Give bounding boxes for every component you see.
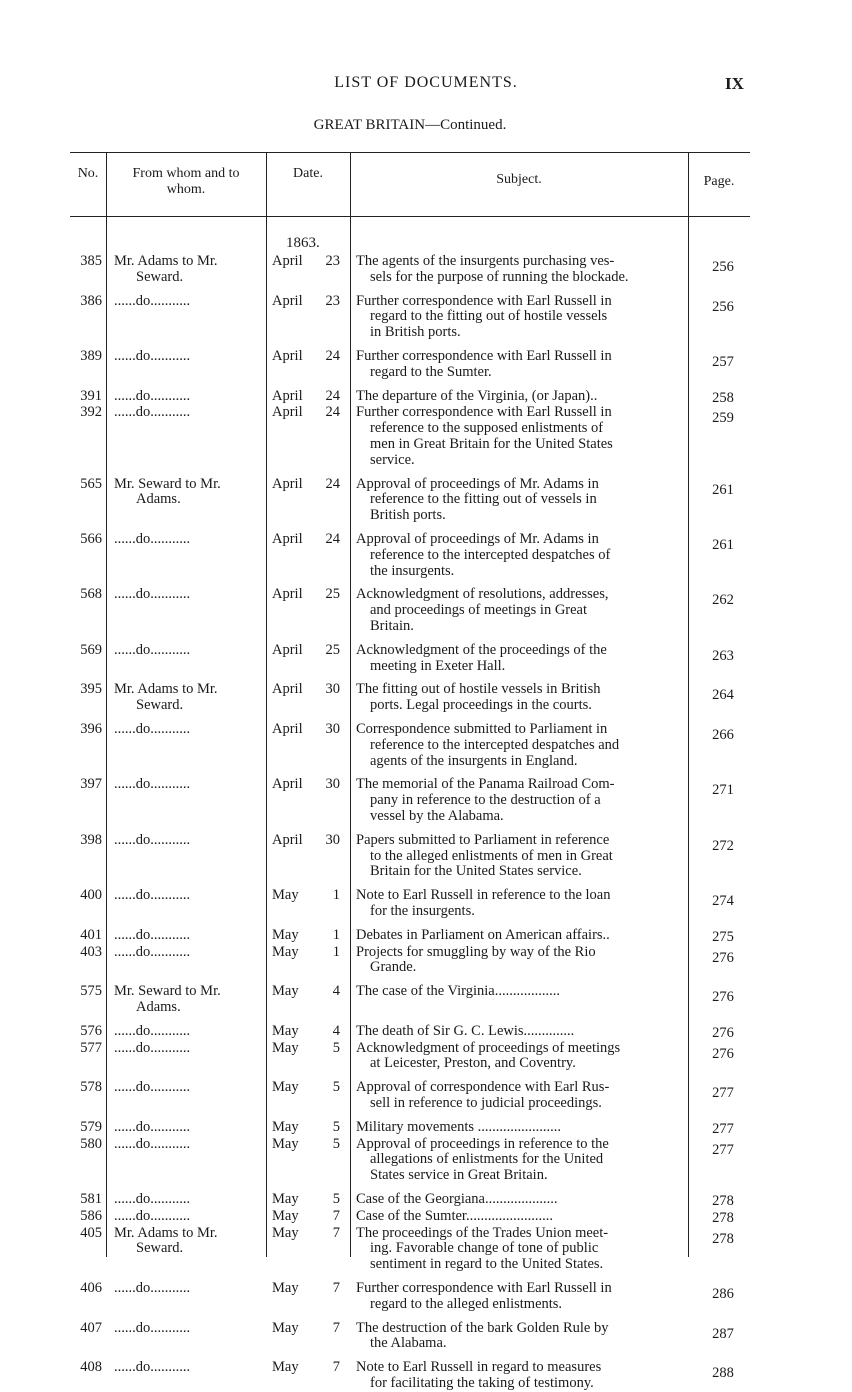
from-whom <box>114 1360 264 1376</box>
from-whom <box>114 777 264 793</box>
date-day: 23 <box>325 253 340 269</box>
from-whom-line: ......do........... <box>114 887 191 904</box>
subject <box>356 1041 676 1073</box>
subject-line: men in Great Britain for the United States <box>370 435 613 452</box>
page-ref: 277 <box>712 1141 734 1158</box>
from-whom-line: ......do........... <box>114 641 191 658</box>
from-whom <box>114 945 264 961</box>
page-ref: 276 <box>712 1024 734 1041</box>
subject-line: meeting in Exeter Hall. <box>370 657 506 674</box>
from-whom <box>114 1080 264 1096</box>
subject <box>356 984 676 1000</box>
col-divider-2 <box>266 152 267 1257</box>
from-whom-line: ......do........... <box>114 721 191 737</box>
date-day: 5 <box>332 1118 340 1135</box>
subject-line: Projects for smuggling by way of the Rio <box>356 943 596 960</box>
col-header-date: Date. <box>293 166 323 181</box>
page-ref: 263 <box>712 647 734 664</box>
from-whom <box>114 1321 264 1337</box>
from-whom-line: ......do........... <box>114 943 191 960</box>
date-month: May <box>272 1079 299 1096</box>
date-month: May <box>272 1207 299 1224</box>
subject-line: reference to the intercepted despatches and <box>370 736 620 753</box>
from-whom-line: ......do........... <box>114 1039 191 1056</box>
subject <box>356 294 676 341</box>
from-whom-line: ......do........... <box>114 1022 191 1039</box>
from-whom-line: ......do........... <box>114 292 191 309</box>
from-whom <box>114 888 264 904</box>
subject-line: reference to the fitting out of vessels in <box>370 491 597 508</box>
col-header-from <box>106 166 266 198</box>
subject-line: The proceedings of the Trades Union meet- <box>356 1224 609 1241</box>
date-day: 7 <box>332 1280 340 1296</box>
page-number: IX <box>725 74 744 93</box>
subject-line: in British ports. <box>370 324 461 341</box>
subject-line: Further correspondence with Earl Russell in <box>356 348 612 364</box>
date-month: May <box>272 943 299 960</box>
subject-line: to the alleged enlistments of men in Great <box>370 847 613 864</box>
col-header-from-line1: From whom and to <box>132 166 240 181</box>
subject-line: Acknowledgment of the proceedings of the <box>356 641 607 658</box>
date-day: 30 <box>325 721 340 737</box>
from-whom-line: ......do........... <box>114 348 191 364</box>
from-whom <box>114 1192 264 1208</box>
date-month: April <box>272 531 303 547</box>
subject-line: reference to the intercepted despatches of <box>370 546 611 563</box>
from-whom-line: ......do........... <box>114 586 191 603</box>
doc-number: 389 <box>80 348 102 364</box>
subject-line: the Alabama. <box>370 1335 447 1352</box>
doc-number: 577 <box>80 1039 102 1056</box>
subject <box>356 722 676 769</box>
from-whom <box>114 1041 264 1057</box>
from-whom <box>114 1024 264 1040</box>
page-ref: 258 <box>712 389 734 406</box>
from-whom <box>114 1209 264 1225</box>
section-title: GREAT BRITAIN—Continued. <box>313 117 507 133</box>
date-day: 4 <box>332 1022 340 1039</box>
from-whom-line: ......do........... <box>114 776 191 793</box>
page-ref: 257 <box>712 354 734 370</box>
doc-number: 581 <box>80 1191 102 1207</box>
subject-line: Military movements ....................... <box>356 1118 561 1135</box>
page-ref: 272 <box>712 837 734 854</box>
from-whom-line: ......do........... <box>114 387 191 404</box>
from-whom-line: Seward. <box>136 697 184 714</box>
page-ref: 288 <box>712 1365 734 1382</box>
date-day: 4 <box>332 983 340 1000</box>
subject <box>356 587 676 634</box>
date-day: 5 <box>332 1039 340 1056</box>
page-ref: 256 <box>712 298 734 315</box>
date-month: May <box>272 1135 299 1152</box>
subject-line: sels for the purpose of running the blockade. <box>370 268 629 285</box>
date-day: 24 <box>325 387 340 404</box>
doc-number: 400 <box>80 887 102 904</box>
doc-number: 568 <box>80 586 102 603</box>
page-ref: 274 <box>712 893 734 910</box>
date-day: 30 <box>325 681 340 698</box>
date-month: May <box>272 1319 299 1336</box>
subject-line: Britain for the United States service. <box>370 863 582 880</box>
date-day: 24 <box>325 475 340 492</box>
subject-line: vessel by the Alabama. <box>370 807 504 824</box>
subject-line: British ports. <box>370 507 446 524</box>
subject-line: Further correspondence with Earl Russell in <box>356 404 612 421</box>
date-day: 5 <box>332 1191 340 1207</box>
doc-number: 407 <box>80 1319 102 1336</box>
subject <box>356 532 676 579</box>
date-month: April <box>272 776 303 793</box>
subject-line: The departure of the Virginia, (or Japan).. <box>356 387 598 404</box>
doc-number: 391 <box>80 387 102 404</box>
from-whom-line: Mr. Seward to Mr. <box>114 475 221 492</box>
page-ref: 287 <box>712 1325 734 1342</box>
from-whom <box>114 349 264 365</box>
page-ref: 277 <box>712 1085 734 1102</box>
subject <box>356 477 676 524</box>
from-whom <box>114 643 264 659</box>
subject <box>356 928 676 944</box>
subject <box>356 682 676 714</box>
from-whom-line: Seward. <box>136 268 184 285</box>
subject <box>356 405 676 468</box>
date-day: 30 <box>325 776 340 793</box>
subject-line: The memorial of the Panama Railroad Com- <box>356 776 615 793</box>
from-whom <box>114 254 264 286</box>
doc-number: 575 <box>80 983 102 1000</box>
doc-number: 576 <box>80 1022 102 1039</box>
date-day: 5 <box>332 1079 340 1096</box>
subject-line: Further correspondence with Earl Russell in <box>356 292 612 309</box>
doc-number: 392 <box>80 404 102 421</box>
from-whom <box>114 1120 264 1136</box>
page-ref: 262 <box>712 592 734 609</box>
date-day: 24 <box>325 531 340 547</box>
page-ref: 266 <box>712 727 734 743</box>
date-month: April <box>272 348 303 364</box>
page-ref: 275 <box>712 928 734 945</box>
subject-line: The destruction of the bark Golden Rule by <box>356 1319 609 1336</box>
subject-line: Acknowledgment of proceedings of meetings <box>356 1039 621 1056</box>
date-month: May <box>272 1039 299 1056</box>
page-ref: 278 <box>712 1193 734 1209</box>
subject <box>356 389 676 405</box>
subject <box>356 1281 676 1313</box>
doc-number: 396 <box>80 721 102 737</box>
page-ref: 276 <box>712 1045 734 1062</box>
from-whom-line: ......do........... <box>114 1280 191 1296</box>
col-divider-4 <box>688 152 689 1257</box>
date-month: April <box>272 253 303 269</box>
from-whom <box>114 928 264 944</box>
page-ref: 259 <box>712 410 734 427</box>
subject <box>356 833 676 880</box>
subject-line: Note to Earl Russell in reference to the loan <box>356 887 611 904</box>
from-whom-line: Adams. <box>136 491 181 508</box>
subject <box>356 1080 676 1112</box>
date-month: April <box>272 681 303 698</box>
date-month: May <box>272 1191 299 1207</box>
subject-line: allegations of enlistments for the United <box>370 1151 604 1168</box>
header-bottom-rule <box>70 216 750 217</box>
doc-number: 586 <box>80 1207 102 1224</box>
subject-line: Papers submitted to Parliament in reference <box>356 831 610 848</box>
page-ref: 286 <box>712 1286 734 1302</box>
subject-line: The agents of the insurgents purchasing ves- <box>356 253 615 269</box>
subject <box>356 1209 676 1225</box>
date-day: 1 <box>332 926 340 943</box>
date-month: April <box>272 292 303 309</box>
page-ref: 271 <box>712 782 734 799</box>
subject-line: Approval of proceedings of Mr. Adams in <box>356 531 599 547</box>
date-day: 1 <box>332 887 340 904</box>
date-month: April <box>272 641 303 658</box>
subject-line: Grande. <box>370 959 417 976</box>
subject-line: sentiment in regard to the United States. <box>370 1256 604 1273</box>
page-ref: 261 <box>712 537 734 553</box>
date-month: May <box>272 1280 299 1296</box>
subject-line: agents of the insurgents in England. <box>370 752 578 769</box>
year-label: 1863. <box>286 235 320 251</box>
page-ref: 277 <box>712 1120 734 1137</box>
date-day: 7 <box>332 1319 340 1336</box>
from-whom <box>114 722 264 738</box>
from-whom-line: ......do........... <box>114 1207 191 1224</box>
subject <box>356 1024 676 1040</box>
page-ref: 256 <box>712 259 734 275</box>
from-whom <box>114 1137 264 1153</box>
date-day: 7 <box>332 1224 340 1241</box>
date-day: 24 <box>325 348 340 364</box>
subject <box>356 1120 676 1136</box>
date-month: April <box>272 387 303 404</box>
page-ref: 261 <box>712 481 734 498</box>
col-divider-1 <box>106 152 107 1257</box>
subject <box>356 1226 676 1273</box>
from-whom-line: Seward. <box>136 1240 184 1257</box>
date-month: May <box>272 983 299 1000</box>
subject-line: regard to the fitting out of hostile vessels <box>370 308 608 325</box>
from-whom <box>114 587 264 603</box>
from-whom <box>114 984 264 1016</box>
subject-line: Acknowledgment of resolutions, addresses, <box>356 586 609 603</box>
subject-line: at Leicester, Preston, and Coventry. <box>370 1055 576 1072</box>
from-whom-line: ......do........... <box>114 1079 191 1096</box>
date-month: April <box>272 831 303 848</box>
subject-line: ports. Legal proceedings in the courts. <box>370 697 592 714</box>
subject-line: service. <box>370 451 415 468</box>
from-whom-line: ......do........... <box>114 831 191 848</box>
col-header-subject: Subject. <box>496 172 542 187</box>
subject <box>356 945 676 977</box>
subject-line: The death of Sir G. C. Lewis.............. <box>356 1022 575 1039</box>
subject <box>356 643 676 675</box>
subject-line: Case of the Sumter........................ <box>356 1207 553 1224</box>
subject-line: States service in Great Britain. <box>370 1167 548 1184</box>
subject-line: ing. Favorable change of tone of public <box>370 1240 599 1257</box>
from-whom-line: ......do........... <box>114 1319 191 1336</box>
documents-table <box>70 152 750 1391</box>
from-whom-line: ......do........... <box>114 531 191 547</box>
date-day: 25 <box>325 641 340 658</box>
from-whom <box>114 682 264 714</box>
from-whom <box>114 477 264 509</box>
doc-number: 566 <box>80 531 102 547</box>
date-month: April <box>272 586 303 603</box>
from-whom <box>114 389 264 405</box>
doc-number: 386 <box>80 292 102 309</box>
subject-line: reference to the supposed enlistments of <box>370 420 604 437</box>
subject-line: for the insurgents. <box>370 902 475 919</box>
subject-line: The fitting out of hostile vessels in British <box>356 681 601 698</box>
doc-number: 569 <box>80 641 102 658</box>
subject-line: sell in reference to judicial proceedings. <box>370 1094 602 1111</box>
col-divider-3 <box>350 152 351 1257</box>
subject-line: pany in reference to the destruction of a <box>370 792 601 809</box>
subject-line: Correspondence submitted to Parliament in <box>356 721 608 737</box>
subject-line: Debates in Parliament on American affairs.. <box>356 926 610 943</box>
doc-number: 406 <box>80 1280 102 1296</box>
doc-number: 398 <box>80 831 102 848</box>
from-whom-line: ......do........... <box>114 404 191 421</box>
from-whom <box>114 1281 264 1297</box>
date-day: 25 <box>325 586 340 603</box>
subject-line: The case of the Virginia.................. <box>356 983 560 1000</box>
col-header-no: No. <box>77 166 99 181</box>
from-whom-line: ......do........... <box>114 1359 191 1376</box>
date-day: 7 <box>332 1207 340 1224</box>
from-whom-line: Mr. Adams to Mr. <box>114 1224 218 1241</box>
from-whom <box>114 1226 264 1258</box>
from-whom-line: ......do........... <box>114 1191 191 1207</box>
subject <box>356 349 676 381</box>
from-whom <box>114 405 264 421</box>
subject-line: for facilitating the taking of testimony. <box>370 1374 594 1391</box>
subject-line: Case of the Georgiana.................... <box>356 1191 558 1207</box>
page-ref: 276 <box>712 949 734 966</box>
from-whom-line: Mr. Adams to Mr. <box>114 681 218 698</box>
date-day: 30 <box>325 831 340 848</box>
table-top-rule <box>70 152 750 153</box>
doc-number: 395 <box>80 681 102 698</box>
date-month: May <box>272 1224 299 1241</box>
doc-number: 405 <box>80 1224 102 1241</box>
page-ref: 278 <box>712 1209 734 1226</box>
date-day: 7 <box>332 1359 340 1376</box>
subject-line: Further correspondence with Earl Russell in <box>356 1280 612 1296</box>
subject-line: the insurgents. <box>370 562 455 579</box>
subject <box>356 1192 676 1208</box>
subject-line: and proceedings of meetings in Great <box>370 602 588 619</box>
doc-number: 403 <box>80 943 102 960</box>
doc-number: 385 <box>80 253 102 269</box>
subject-line: Approval of correspondence with Earl Rus- <box>356 1079 610 1096</box>
date-day: 1 <box>332 943 340 960</box>
subject-line: Britain. <box>370 617 414 634</box>
subject-line: Approval of proceedings in reference to the <box>356 1135 609 1152</box>
col-header-page: Page. <box>703 174 735 189</box>
date-month: May <box>272 926 299 943</box>
date-month: May <box>272 1118 299 1135</box>
page-title: LIST OF DOCUMENTS. <box>334 74 518 91</box>
from-whom-line: ......do........... <box>114 926 191 943</box>
col-header-from-line2: whom. <box>166 182 206 197</box>
subject-line: regard to the Sumter. <box>370 363 492 380</box>
from-whom-line: Mr. Seward to Mr. <box>114 983 221 1000</box>
from-whom-line: ......do........... <box>114 1118 191 1135</box>
subject-line: regard to the alleged enlistments. <box>370 1295 563 1312</box>
doc-number: 580 <box>80 1135 102 1152</box>
from-whom-line: Mr. Adams to Mr. <box>114 253 218 269</box>
date-month: April <box>272 404 303 421</box>
date-month: May <box>272 1022 299 1039</box>
subject <box>356 1321 676 1353</box>
page-ref: 264 <box>712 687 734 704</box>
doc-number: 408 <box>80 1359 102 1376</box>
from-whom <box>114 294 264 310</box>
date-month: April <box>272 721 303 737</box>
subject-line: Approval of proceedings of Mr. Adams in <box>356 475 599 492</box>
doc-number: 579 <box>80 1118 102 1135</box>
subject <box>356 1137 676 1184</box>
from-whom-line: ......do........... <box>114 1135 191 1152</box>
doc-number: 401 <box>80 926 102 943</box>
date-day: 5 <box>332 1135 340 1152</box>
subject <box>356 888 676 920</box>
page-ref: 278 <box>712 1230 734 1247</box>
doc-number: 565 <box>80 475 102 492</box>
subject <box>356 777 676 824</box>
doc-number: 397 <box>80 776 102 793</box>
date-month: May <box>272 887 299 904</box>
doc-number: 578 <box>80 1079 102 1096</box>
subject <box>356 1360 676 1392</box>
from-whom <box>114 833 264 849</box>
from-whom-line: Adams. <box>136 998 181 1015</box>
date-day: 24 <box>325 404 340 421</box>
date-month: May <box>272 1359 299 1376</box>
date-day: 23 <box>325 292 340 309</box>
subject-line: Note to Earl Russell in regard to measures <box>356 1359 602 1376</box>
from-whom <box>114 532 264 548</box>
date-month: April <box>272 475 303 492</box>
subject <box>356 254 676 286</box>
page-ref: 276 <box>712 989 734 1006</box>
